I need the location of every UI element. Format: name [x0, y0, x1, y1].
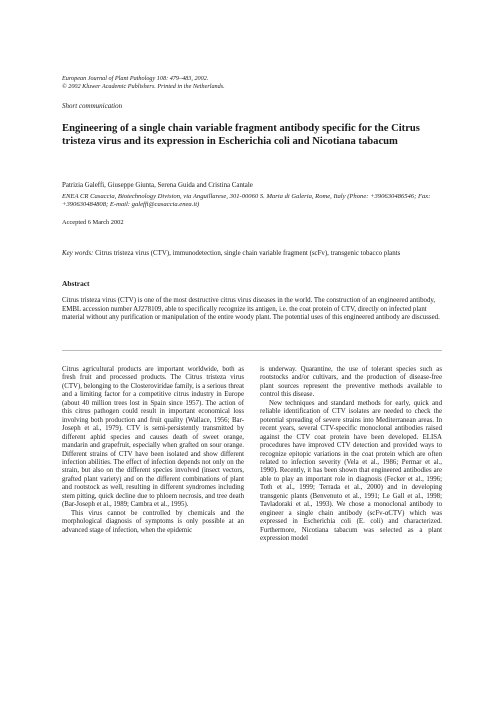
body-paragraph: is underway. Quarantine, the use of tolerant species such as rootstocks and/or cultivars, and the production of disease-free plant sources represent the preventive methods available to control this disease. — [260, 366, 442, 399]
body-paragraph: This virus cannot be controlled by chemicals and the morphological diagnosis of symptoms is only possible at an advanced stage of infection, when the epidemic — [62, 509, 244, 534]
section-label: Short communication — [62, 102, 123, 110]
abstract-heading: Abstract — [62, 279, 90, 288]
body-paragraph: New techniques and standard methods for early, quick and reliable identification of CTV isolates are needed to check the potential spreading of severe strains into Mediterranean areas. In recent years, several CTV-specific monoclonal antibodies raised against the CTV coat protein have been developed. ELISA procedures have improved CTV detection and provided ways to recognize epitopic variations in the coat protein which are often related to infection severity (Vela et al., 1986; Permar et al., 1990). Recently, it has been shown that engineered antibodies are able to play an important role in diagnosis (Fecker et al., 1996; Toth et al., 1999; Terrada et al., 2000) and in developing transgenic plants (Benvenuto et al., 1991; Le Gall et al., 1998; Tavladoraki et al., 1993). We chose a monoclonal antibody to engineer a single chain antibody (scFv-αCTV) which was expressed in Escherichia coli (E. coli) and characterized. Furthermore, Nicotiana tabacum was selected as a plant expression model — [260, 399, 442, 543]
divider — [62, 350, 442, 351]
keywords-label: Key words: — [62, 250, 94, 257]
keywords — [62, 250, 442, 259]
keywords-text: Citrus tristeza virus (CTV), immunodetection, single chain variable fragment (scFv), transgenic tobacco plants — [95, 250, 401, 257]
accepted-date: Accepted 6 March 2002 — [62, 219, 124, 226]
journal-citation: European Journal of Plant Pathology 108: 479–483, 2002. — [62, 75, 209, 82]
paper-title: Engineering of a single chain variable fragment antibody specific for the Citrus tristeza virus and its expression in Escherichia coli and Nicotiana tabacum — [62, 123, 420, 147]
affiliation: ENEA CR Casaccia, Biotechnology Division, via Anguillarese, 301-00060 S. Maria di Galeria, Rome, Italy (Phone: +390630486546; Fax: +390630484808; E-mail: galeffi@casaccia.enea.it) — [62, 193, 431, 209]
body-column-left — [62, 366, 244, 535]
body-paragraph: Citrus agricultural products are important worldwide, both as fresh fruit and processed products. The Citrus tristeza virus (CTV), belonging to the Closteroviridae family, is a serious threat and a limiting factor for a competitive citrus industry in Europe (about 40 million trees lost in Spain since 1957). The action of this citrus pathogen could result in important economical loss involving both production and fruit quality (Wallace, 1956; Bar-Joseph et al., 1979). CTV is semi-persistently transmitted by different aphid species and causes death of sweet orange, mandarin and grapefruit, especially when grafted on sour orange. Different strains of CTV have been isolated and show different infection abilities. The effect of infection depends not only on the strain, but also on the different species involved (insect vectors, grafted plant variety) and on the different combinations of plant and rootstock as well, resulting in different syndromes including stem pitting, quick decline due to phloem necrosis, and tree death (Bar-Joseph et al., 1989; Cambra et al., 1995). — [62, 366, 244, 509]
abstract-text: Citrus tristeza virus (CTV) is one of the most destructive citrus virus diseases in the world. The construction of an engineered antibody, EMBL accession number AJ278109, able to specifically recognize its antigen, i.e. the coat protein of CTV, directly on infected plant material without any purification or manipulation of the entire woody plant. The potential uses of this engineered antibody are discussed. — [62, 297, 440, 322]
author-list: Patrizia Galeffi, Giuseppe Giunta, Serena Guida and Cristina Cantale — [62, 182, 253, 189]
body-column-right — [260, 366, 442, 544]
copyright-line: © 2002 Kluwer Academic Publishers. Printed in the Netherlands. — [62, 83, 225, 90]
